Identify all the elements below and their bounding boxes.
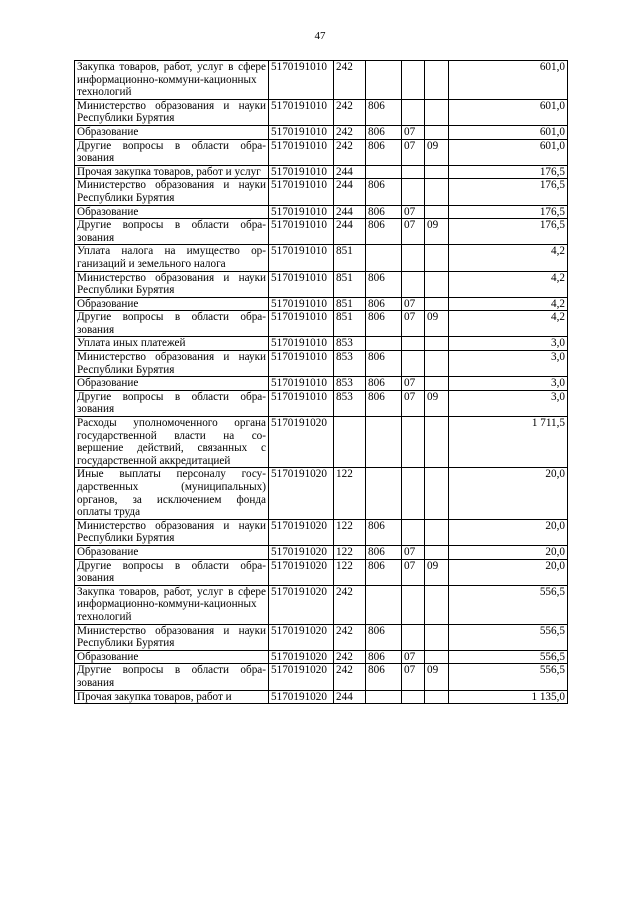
target-article-cell: 5170191010: [269, 351, 334, 377]
section-code-cell: 07: [402, 559, 425, 585]
target-article-cell: 5170191010: [269, 139, 334, 165]
amount-cell: 4,2: [449, 245, 568, 271]
administrator-code-cell: 806: [366, 519, 402, 545]
amount-cell: 20,0: [449, 545, 568, 559]
target-article-cell: 5170191010: [269, 165, 334, 179]
amount-cell: 1 711,5: [449, 417, 568, 468]
section-code-cell: [402, 519, 425, 545]
table-row: [75, 337, 568, 351]
expense-type-cell: 851: [334, 297, 366, 311]
item-name-cell: Расходы уполномоченного органа государственной власти на со-вершение действий, связанных с государственной аккредитацией: [75, 417, 269, 468]
budget-table: [74, 60, 568, 704]
subsection-code-cell: 09: [425, 219, 449, 245]
item-name-cell: Другие вопросы в области обра-зования: [75, 390, 269, 416]
table-row: [75, 165, 568, 179]
section-code-cell: [402, 585, 425, 624]
target-article-cell: 5170191010: [269, 390, 334, 416]
expense-type-cell: 244: [334, 219, 366, 245]
subsection-code-cell: [425, 468, 449, 519]
item-name-cell: Министерство образования и науки Республики Бурятия: [75, 624, 269, 650]
table-row: [75, 650, 568, 664]
target-article-cell: 5170191020: [269, 690, 334, 704]
item-name-cell: Закупка товаров, работ, услуг в сфере информационно-коммуни-кационных технологий: [75, 61, 269, 100]
amount-cell: 1 135,0: [449, 690, 568, 704]
section-code-cell: [402, 271, 425, 297]
subsection-code-cell: [425, 165, 449, 179]
table-row: [75, 519, 568, 545]
table-row: [75, 390, 568, 416]
budget-table-body: [75, 61, 568, 704]
section-code-cell: [402, 99, 425, 125]
administrator-code-cell: [366, 245, 402, 271]
administrator-code-cell: 806: [366, 624, 402, 650]
expense-type-cell: 244: [334, 165, 366, 179]
subsection-code-cell: [425, 650, 449, 664]
table-row: [75, 664, 568, 690]
subsection-code-cell: [425, 271, 449, 297]
administrator-code-cell: 806: [366, 559, 402, 585]
subsection-code-cell: [425, 125, 449, 139]
item-name-cell: Закупка товаров, работ, услуг в сфере информационно-коммуни-кационных технологий: [75, 585, 269, 624]
target-article-cell: 5170191010: [269, 271, 334, 297]
table-row: [75, 61, 568, 100]
item-name-cell: Другие вопросы в области обра-зования: [75, 559, 269, 585]
section-code-cell: 07: [402, 664, 425, 690]
item-name-cell: Уплата иных платежей: [75, 337, 269, 351]
amount-cell: 176,5: [449, 205, 568, 219]
target-article-cell: 5170191010: [269, 179, 334, 205]
administrator-code-cell: 806: [366, 297, 402, 311]
expense-type-cell: 244: [334, 205, 366, 219]
expense-type-cell: 242: [334, 624, 366, 650]
target-article-cell: 5170191010: [269, 311, 334, 337]
amount-cell: 601,0: [449, 61, 568, 100]
section-code-cell: 07: [402, 377, 425, 391]
amount-cell: 3,0: [449, 377, 568, 391]
expense-type-cell: 851: [334, 245, 366, 271]
administrator-code-cell: 806: [366, 377, 402, 391]
subsection-code-cell: 09: [425, 390, 449, 416]
expense-type-cell: 853: [334, 377, 366, 391]
target-article-cell: 5170191010: [269, 61, 334, 100]
expense-type-cell: 853: [334, 337, 366, 351]
target-article-cell: 5170191010: [269, 245, 334, 271]
expense-type-cell: 851: [334, 311, 366, 337]
amount-cell: 4,2: [449, 297, 568, 311]
section-code-cell: 07: [402, 139, 425, 165]
table-row: [75, 297, 568, 311]
item-name-cell: Другие вопросы в области обра-зования: [75, 219, 269, 245]
section-code-cell: 07: [402, 125, 425, 139]
administrator-code-cell: 806: [366, 351, 402, 377]
table-row: [75, 271, 568, 297]
amount-cell: 176,5: [449, 219, 568, 245]
item-name-cell: Образование: [75, 377, 269, 391]
table-row: [75, 690, 568, 704]
administrator-code-cell: 806: [366, 139, 402, 165]
target-article-cell: 5170191010: [269, 337, 334, 351]
administrator-code-cell: [366, 690, 402, 704]
administrator-code-cell: 806: [366, 390, 402, 416]
item-name-cell: Министерство образования и науки Республики Бурятия: [75, 351, 269, 377]
amount-cell: 4,2: [449, 311, 568, 337]
item-name-cell: Образование: [75, 650, 269, 664]
administrator-code-cell: 806: [366, 311, 402, 337]
amount-cell: 556,5: [449, 585, 568, 624]
table-row: [75, 245, 568, 271]
subsection-code-cell: [425, 99, 449, 125]
section-code-cell: [402, 337, 425, 351]
amount-cell: 20,0: [449, 559, 568, 585]
amount-cell: 556,5: [449, 624, 568, 650]
table-row: [75, 468, 568, 519]
expense-type-cell: 242: [334, 99, 366, 125]
administrator-code-cell: [366, 468, 402, 519]
amount-cell: 176,5: [449, 165, 568, 179]
expense-type-cell: 244: [334, 179, 366, 205]
amount-cell: 601,0: [449, 99, 568, 125]
administrator-code-cell: 806: [366, 99, 402, 125]
expense-type-cell: 242: [334, 650, 366, 664]
expense-type-cell: 851: [334, 271, 366, 297]
expense-type-cell: 242: [334, 125, 366, 139]
administrator-code-cell: 806: [366, 271, 402, 297]
subsection-code-cell: [425, 337, 449, 351]
subsection-code-cell: 09: [425, 139, 449, 165]
target-article-cell: 5170191010: [269, 205, 334, 219]
target-article-cell: 5170191020: [269, 468, 334, 519]
table-row: [75, 205, 568, 219]
administrator-code-cell: 806: [366, 179, 402, 205]
administrator-code-cell: [366, 417, 402, 468]
target-article-cell: 5170191010: [269, 297, 334, 311]
administrator-code-cell: [366, 337, 402, 351]
subsection-code-cell: [425, 351, 449, 377]
expense-type-cell: 242: [334, 664, 366, 690]
target-article-cell: 5170191010: [269, 125, 334, 139]
item-name-cell: Другие вопросы в области обра-зования: [75, 664, 269, 690]
item-name-cell: Образование: [75, 125, 269, 139]
subsection-code-cell: [425, 690, 449, 704]
target-article-cell: 5170191020: [269, 545, 334, 559]
section-code-cell: 07: [402, 311, 425, 337]
table-row: [75, 545, 568, 559]
subsection-code-cell: 09: [425, 664, 449, 690]
section-code-cell: [402, 624, 425, 650]
subsection-code-cell: [425, 417, 449, 468]
section-code-cell: 07: [402, 390, 425, 416]
section-code-cell: [402, 179, 425, 205]
expense-type-cell: 122: [334, 545, 366, 559]
section-code-cell: [402, 468, 425, 519]
expense-type-cell: 122: [334, 519, 366, 545]
table-row: [75, 139, 568, 165]
table-row: [75, 377, 568, 391]
expense-type-cell: 244: [334, 690, 366, 704]
subsection-code-cell: [425, 545, 449, 559]
subsection-code-cell: [425, 297, 449, 311]
target-article-cell: 5170191020: [269, 519, 334, 545]
target-article-cell: 5170191020: [269, 624, 334, 650]
table-row: [75, 417, 568, 468]
subsection-code-cell: [425, 377, 449, 391]
page-number: 47: [314, 30, 326, 42]
amount-cell: 556,5: [449, 650, 568, 664]
item-name-cell: Министерство образования и науки Республики Бурятия: [75, 271, 269, 297]
section-code-cell: 07: [402, 205, 425, 219]
administrator-code-cell: [366, 585, 402, 624]
administrator-code-cell: 806: [366, 205, 402, 219]
administrator-code-cell: 806: [366, 219, 402, 245]
subsection-code-cell: [425, 205, 449, 219]
item-name-cell: Министерство образования и науки Республики Бурятия: [75, 99, 269, 125]
expense-type-cell: 242: [334, 139, 366, 165]
section-code-cell: [402, 690, 425, 704]
table-row: [75, 99, 568, 125]
table-row: [75, 125, 568, 139]
item-name-cell: Образование: [75, 545, 269, 559]
item-name-cell: Прочая закупка товаров, работ и услуг: [75, 165, 269, 179]
table-row: [75, 219, 568, 245]
target-article-cell: 5170191020: [269, 664, 334, 690]
amount-cell: 601,0: [449, 125, 568, 139]
table-row: [75, 585, 568, 624]
amount-cell: 556,5: [449, 664, 568, 690]
target-article-cell: 5170191020: [269, 585, 334, 624]
section-code-cell: [402, 351, 425, 377]
item-name-cell: Уплата налога на имущество ор-ганизаций и земельного налога: [75, 245, 269, 271]
expense-type-cell: 122: [334, 468, 366, 519]
subsection-code-cell: [425, 179, 449, 205]
table-row: [75, 311, 568, 337]
section-code-cell: 07: [402, 545, 425, 559]
item-name-cell: Образование: [75, 205, 269, 219]
target-article-cell: 5170191010: [269, 219, 334, 245]
table-row: [75, 624, 568, 650]
expense-type-cell: 242: [334, 585, 366, 624]
item-name-cell: Образование: [75, 297, 269, 311]
section-code-cell: 07: [402, 650, 425, 664]
administrator-code-cell: [366, 165, 402, 179]
administrator-code-cell: 806: [366, 664, 402, 690]
amount-cell: 3,0: [449, 351, 568, 377]
administrator-code-cell: 806: [366, 125, 402, 139]
subsection-code-cell: [425, 624, 449, 650]
amount-cell: 4,2: [449, 271, 568, 297]
section-code-cell: 07: [402, 297, 425, 311]
subsection-code-cell: [425, 585, 449, 624]
section-code-cell: [402, 245, 425, 271]
expense-type-cell: 242: [334, 61, 366, 100]
target-article-cell: 5170191020: [269, 650, 334, 664]
section-code-cell: 07: [402, 219, 425, 245]
administrator-code-cell: 806: [366, 545, 402, 559]
item-name-cell: Другие вопросы в области обра-зования: [75, 139, 269, 165]
subsection-code-cell: 09: [425, 559, 449, 585]
subsection-code-cell: [425, 245, 449, 271]
table-row: [75, 559, 568, 585]
administrator-code-cell: 806: [366, 650, 402, 664]
amount-cell: 601,0: [449, 139, 568, 165]
administrator-code-cell: [366, 61, 402, 100]
item-name-cell: Иные выплаты персоналу госу-дарственных (муниципальных) органов, за исключением фонда оплаты труда: [75, 468, 269, 519]
section-code-cell: [402, 417, 425, 468]
amount-cell: 3,0: [449, 390, 568, 416]
subsection-code-cell: 09: [425, 311, 449, 337]
table-row: [75, 179, 568, 205]
item-name-cell: Прочая закупка товаров, работ и: [75, 690, 269, 704]
target-article-cell: 5170191010: [269, 99, 334, 125]
expense-type-cell: 853: [334, 351, 366, 377]
item-name-cell: Министерство образования и науки Республики Бурятия: [75, 519, 269, 545]
amount-cell: 176,5: [449, 179, 568, 205]
item-name-cell: Министерство образования и науки Республики Бурятия: [75, 179, 269, 205]
section-code-cell: [402, 61, 425, 100]
expense-type-cell: [334, 417, 366, 468]
table-row: [75, 351, 568, 377]
subsection-code-cell: [425, 61, 449, 100]
amount-cell: 20,0: [449, 519, 568, 545]
amount-cell: 3,0: [449, 337, 568, 351]
target-article-cell: 5170191020: [269, 417, 334, 468]
section-code-cell: [402, 165, 425, 179]
expense-type-cell: 853: [334, 390, 366, 416]
expense-type-cell: 122: [334, 559, 366, 585]
target-article-cell: 5170191010: [269, 377, 334, 391]
subsection-code-cell: [425, 519, 449, 545]
target-article-cell: 5170191020: [269, 559, 334, 585]
item-name-cell: Другие вопросы в области обра-зования: [75, 311, 269, 337]
amount-cell: 20,0: [449, 468, 568, 519]
